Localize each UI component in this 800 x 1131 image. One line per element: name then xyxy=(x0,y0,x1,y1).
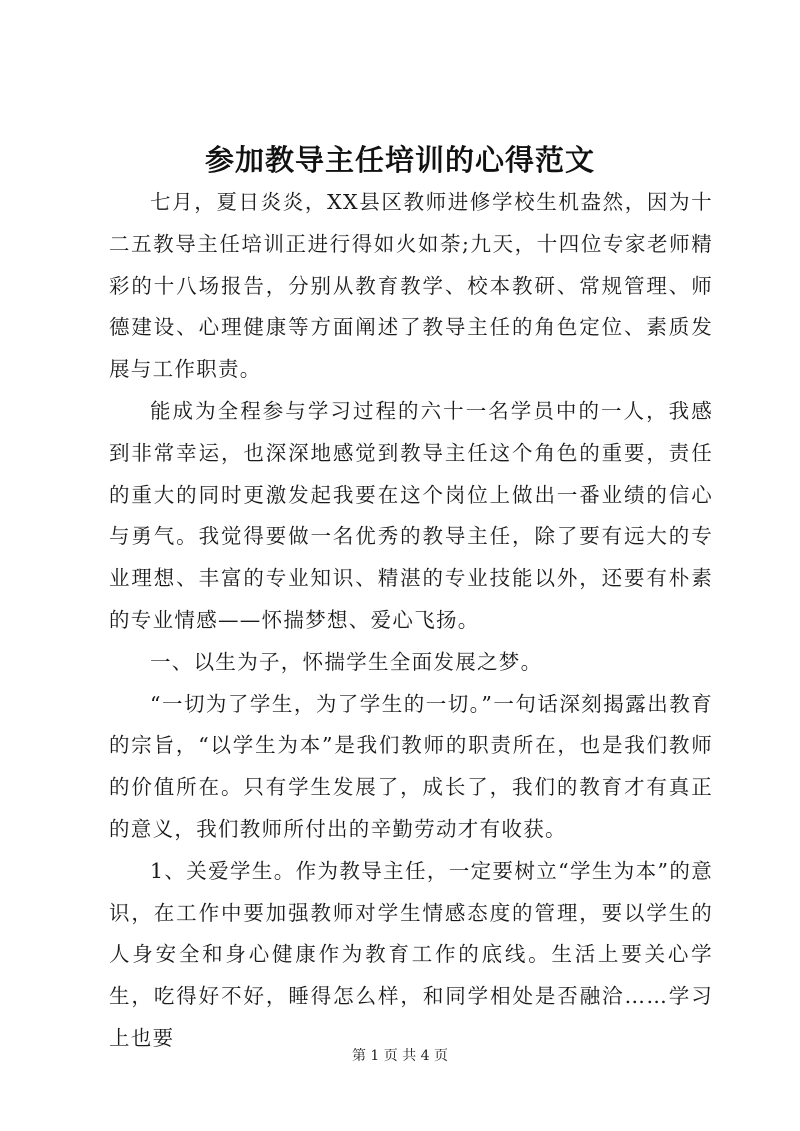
paragraph-5: 1、关爱学生。作为教导主任，一定要树立“学生为本”的意识，在工作中要加强教师对学生情感态度的管理，要以学生的人身安全和身心健康作为教育工作的底线。生活上要关心学生，吃得好不好，睡得怎么样，和同学相处是否融洽……学习上也要 xyxy=(109,858,713,1050)
page-footer: 第 1 页 共 4 页 xyxy=(351,1048,449,1064)
paragraph-2: 能成为全程参与学习过程的六十一名学员中的一人，我感到非常幸运，也深深地感觉到教导主任这个角色的重要，责任的重大的同时更激发起我要在这个岗位上做出一番业绩的信心与勇气。我觉得要做一名优秀的教导主任，除了要有远大的专业理想、丰富的专业知识、精湛的专业技能以外，还要有朴素的专业情感——怀揣梦想、爱心飞扬。 xyxy=(109,398,713,632)
document-title: 参加教导主任培训的心得范文 xyxy=(204,143,595,177)
document-body xyxy=(109,182,713,1060)
paragraph-3: 一、以生为子，怀揣学生全面发展之梦。 xyxy=(150,649,543,674)
paragraph-1: 七月，夏日炎炎，XX县区教师进修学校生机盎然，因为十二五教导主任培训正进行得如火如荼;九天，十四位专家老师精彩的十八场报告，分别从教育教学、校本教研、常规管理、师德建设、心理健康等方面阐述了教导主任的角色定位、素质发展与工作职责。 xyxy=(109,190,713,382)
paragraph-4: “一切为了学生，为了学生的一切。”一句话深刻揭露出教育的宗旨，“以学生为本”是我们教师的职责所在，也是我们教师的价值所在。只有学生发展了，成长了，我们的教育才有真正的意义，我们教师所付出的辛勤劳动才有收获。 xyxy=(109,691,713,841)
